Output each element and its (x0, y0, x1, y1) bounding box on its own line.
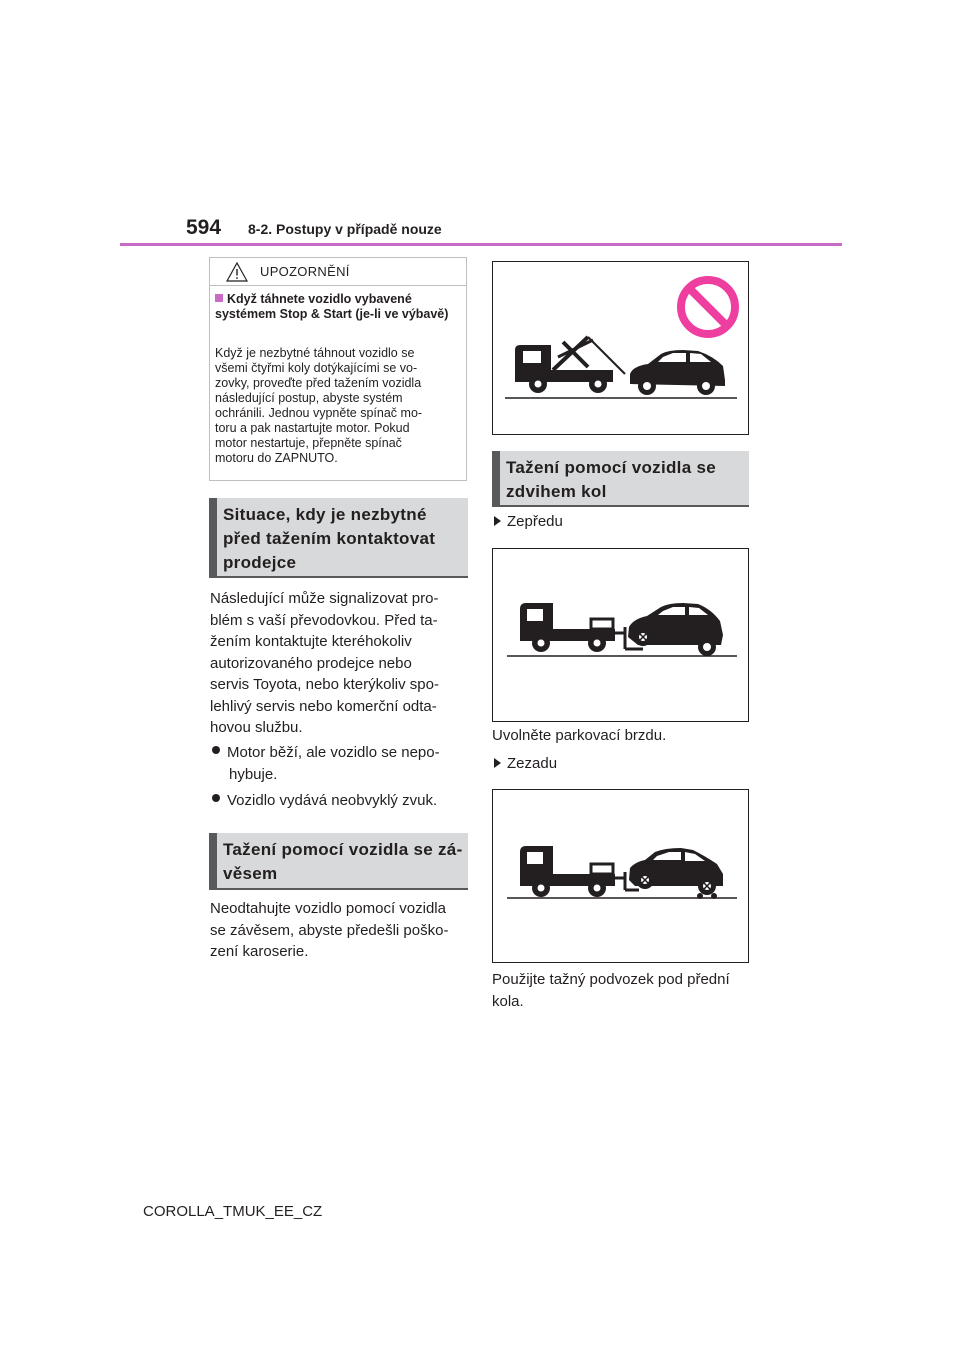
heading-contact-dealer: Situace, kdy je nezbytné před tažením kontaktovat prodejce (209, 498, 468, 578)
front-tow-illustration (493, 549, 748, 721)
header-rule (120, 243, 842, 246)
caution-header (210, 258, 466, 286)
car-icon (630, 350, 725, 395)
paragraph-sling-warning: Neodtahujte vozidlo pomocí vozidla se závěsem, abyste předešli poško- zení karoserie. (210, 900, 449, 960)
car-icon (629, 848, 723, 899)
label-rear: Zezadu (494, 755, 557, 772)
front-instruction: Uvolněte parkovací brzdu. (492, 727, 667, 744)
caution-subtitle: Když táhnete vozidlo vybavené systémem Stop & Start (je-li ve výbavě) (215, 292, 449, 321)
tow-truck-icon (520, 603, 643, 652)
footer-code: COROLLA_TMUK_EE_CZ (143, 1203, 323, 1220)
caution-body: Když je nezbytné táhnout vozidlo se všemi čtyřmi koly dotýkajícími se vo- zovky, proveďte před tažením vozidla následující postup, abyste systém ochránili. Jednou vypněte spínač mo- toru a pak nastartujte motor. Pokud motor nestartuje, přepněte spínač motoru do ZAPNUTO. (215, 346, 423, 465)
figure-wheel-lift-rear (492, 789, 749, 963)
tow-truck-icon (520, 846, 639, 897)
heading-sling-towing: Tažení pomocí vozidla se zá- věsem (209, 833, 468, 890)
bullet-dot-icon (212, 794, 220, 802)
heading-wheel-lift: Tažení pomocí vozidla se zdvihem kol (492, 451, 749, 507)
arrow-bullet-icon (494, 758, 501, 768)
arrow-bullet-icon (494, 516, 501, 526)
caution-title: UPOZORNĚNÍ (260, 264, 350, 279)
tow-truck-icon (515, 337, 625, 393)
prohibited-icon (681, 280, 735, 334)
figure-wheel-lift-front (492, 548, 749, 722)
rear-instruction: Použijte tažný podvozek pod přední kola. (492, 971, 730, 1010)
paragraph-transmission: Následující může signalizovat pro- blém s vaší převodovkou. Před ta- žením kontaktujte kteréhokoliv autorizovaného prodejce nebo servis Toyota, nebo kterýkoliv spo- lehlivý servis nebo komerční odta- hovou službu. (210, 590, 439, 736)
rear-tow-illustration (493, 790, 748, 962)
label-front: Zepředu (494, 513, 563, 530)
warning-icon (226, 262, 248, 282)
section-title: 8-2. Postupy v případě nouze (248, 221, 442, 237)
figure-sling-tow-prohibited (492, 261, 749, 435)
caution-box (209, 257, 467, 481)
square-bullet-icon (215, 294, 223, 302)
page-number: 594 (186, 216, 222, 239)
bullet-dot-icon (212, 746, 220, 754)
bullet-engine-running: Motor běží, ale vozidlo se nepo- hybuje. (212, 742, 467, 785)
bullet-unusual-noise: Vozidlo vydává neobvyklý zvuk. (212, 790, 467, 812)
sling-tow-illustration (493, 262, 748, 434)
